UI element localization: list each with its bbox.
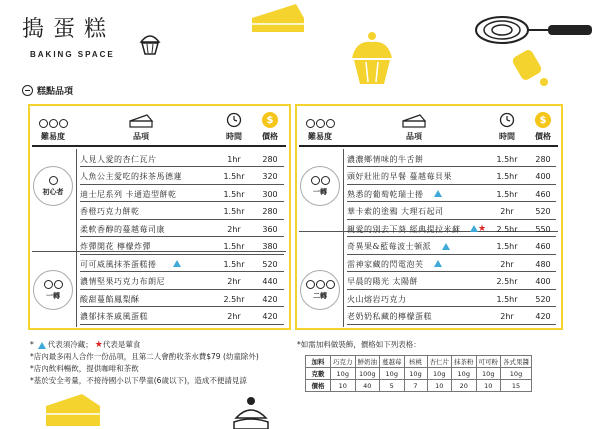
level-beginner: 初心者 — [33, 166, 73, 206]
menu-item-price: 520 — [535, 207, 551, 216]
menu-item-price: 280 — [262, 207, 278, 216]
cake-slice-icon — [248, 0, 308, 38]
menu-item-time: 1.5hr — [496, 172, 518, 181]
menu-item-price: 280 — [535, 154, 551, 164]
clock-icon — [499, 112, 515, 128]
menu-item-price: 400 — [535, 172, 551, 181]
menu-item-time: 2hr — [500, 207, 514, 216]
menu-item-name: 濃濃鄉情味的牛舌餅 — [347, 154, 424, 164]
section-title: 糕點品項 — [22, 84, 73, 97]
menu-item-price: 420 — [262, 294, 278, 304]
menu-item-name: 炸彈開花 檸檬炸彈 — [80, 242, 152, 251]
menu-item-time: 1.5hr — [496, 154, 518, 164]
rolling-pin-icon — [510, 44, 552, 90]
cold-storage-icon — [470, 225, 478, 232]
menu-item-name: 人魚公主愛吃的抹茶馬德蓮 — [80, 172, 182, 181]
menu-item-time: 2hr — [227, 224, 241, 234]
clock-icon — [226, 112, 242, 128]
menu-item-price: 460 — [535, 189, 551, 199]
menu-item-price: 420 — [535, 312, 551, 321]
coin-icon: $ — [535, 112, 551, 128]
extras-table — [305, 355, 532, 392]
menu-item-price: 520 — [535, 294, 551, 304]
note-legend: * 代表須冷藏； ★ 代表是葷食 — [30, 340, 141, 350]
note-drinks: *店內飲料暢飲，提供咖啡和茶飲 — [30, 364, 139, 373]
menu-item-time: 1.5hr — [223, 207, 245, 216]
menu-item-time: 2hr — [227, 312, 241, 321]
menu-item-time: 1.5hr — [223, 259, 245, 269]
header-price-right: $ 價格 — [525, 106, 561, 142]
non-vegetarian-star-icon: ★ — [94, 340, 103, 350]
extras-row-items: 加料 巧克力 鮮奶油 蔓越莓 核桃 杏仁片 抹茶粉 可可粉 各式果醬 — [306, 356, 532, 368]
menu-item-price: 380 — [262, 242, 278, 251]
menu-item-name: 親愛的別去下葵 經典提拉米蘇 — [347, 224, 461, 234]
menu-item-name: 香橙巧克力餅乾 — [80, 207, 140, 216]
header-level-right: 難易度 — [299, 106, 341, 142]
cold-storage-icon — [442, 243, 450, 250]
menu-item-name: 迪士尼系列 卡通造型餅乾 — [80, 189, 177, 199]
cold-storage-icon — [434, 190, 442, 197]
menu-item-price: 520 — [262, 259, 278, 269]
cake-header-icon — [129, 114, 153, 128]
cake-header-icon — [402, 114, 426, 128]
menu-item-time: 2.5hr — [496, 224, 518, 234]
menu-item-time: 1.5hr — [223, 172, 245, 181]
menu-item-name: 濃郁抹茶戚風蛋糕 — [80, 312, 148, 321]
menu-item-name: 老奶奶私藏的檸檬蛋糕 — [347, 312, 432, 321]
menu-item-time: 2hr — [227, 277, 241, 286]
cold-storage-icon — [434, 260, 442, 267]
menu-item-price: 480 — [535, 259, 551, 269]
menu-item-name: 濃情堅果巧克力布朗尼 — [80, 277, 165, 286]
menu-item-time: 2hr — [500, 259, 514, 269]
coin-icon: $ — [262, 112, 278, 128]
header-price: $ 價格 — [252, 106, 288, 142]
menu-item-name: 火山熔岩巧克力 — [347, 294, 407, 304]
menu-item-name: 早晨的陽光 太陽餅 — [347, 277, 419, 286]
menu-item-name: 可可威風抹茶蛋糕捲 — [80, 259, 157, 269]
menu-item-price: 300 — [262, 189, 278, 199]
menu-item-name: 奇異果&藍莓波士頓派 — [347, 242, 432, 251]
brand — [22, 18, 115, 59]
menu-item-name: 雷神家藏的閃電泡芙 — [347, 259, 424, 269]
brand-subtitle: BAKING SPACE — [30, 50, 115, 59]
level-one-right: 一轉 — [300, 166, 340, 206]
menu-item-time: 2hr — [500, 312, 514, 321]
header-time: 時間 — [216, 106, 252, 142]
menu-item-time: 1.5hr — [496, 294, 518, 304]
cold-storage-icon — [38, 342, 46, 349]
menu-item-name: 人見人愛的杏仁瓦片 — [80, 154, 157, 164]
extras — [297, 339, 532, 392]
header-level: 難易度 — [32, 106, 74, 142]
cupcake-icon — [138, 30, 162, 56]
menu-item-time: 2.5hr — [496, 277, 518, 286]
note-age-limit: *基於安全考量，不接待國小以下學童(6歲以下)，造成不便請見諒 — [30, 376, 247, 385]
menu-item-name: 華卡索的塗鴉 大理石起司 — [347, 207, 444, 216]
menu-item-time: 1.5hr — [223, 242, 245, 251]
menu-item-price: 550 — [535, 224, 551, 234]
menu-item-name: 酸甜蔓餡鳳梨酥 — [80, 294, 140, 304]
cold-storage-icon — [173, 260, 181, 267]
menu-item-name: 柔軟香醇的蔓越莓司康 — [80, 224, 165, 234]
menu-item-time: 2.5hr — [223, 294, 245, 304]
yellow-cupcake-icon — [348, 30, 396, 88]
level-two: 二轉 — [300, 270, 340, 310]
header-item-right: 品項 — [343, 106, 485, 142]
menu-item-name: 頭好壯壯的早餐 蔓越莓貝果 — [347, 172, 453, 181]
header-item: 品項 — [76, 106, 206, 142]
note-sharing: *店內最多兩人合作一份品項，且第二人會酌收茶水費$79 (幼童除外) — [30, 352, 259, 361]
notes — [30, 339, 300, 387]
extras-row-prices: 價格 10 40 5 7 10 20 10 15 — [306, 380, 532, 392]
menu-item-price: 360 — [262, 224, 278, 234]
collapse-icon — [22, 85, 33, 96]
menu-item-price: 440 — [262, 277, 278, 286]
cake-slice-bottom-icon — [42, 392, 106, 428]
menu-item-time: 1.5hr — [496, 189, 518, 199]
cake-with-cherry-icon — [232, 396, 270, 429]
menu-item-price: 420 — [262, 312, 278, 321]
brand-title: 搗蛋糕 — [22, 17, 116, 42]
menu-item-time: 1.5hr — [496, 242, 518, 251]
menu-item-name: 熟悉的葡萄乾瑞士捲 — [347, 189, 424, 199]
menu-item-price: 320 — [262, 172, 278, 181]
menu-item-price: 400 — [535, 277, 551, 286]
menu-panel-right — [295, 104, 563, 330]
extras-title: *如需加料做裝飾，價格如下列表格： — [297, 340, 421, 349]
menu-item-time: 1hr — [227, 154, 241, 164]
header-time-right: 時間 — [489, 106, 525, 142]
extras-row-grams: 克數 10g 100g 10g 10g 10g 10g 10g 10g — [306, 368, 532, 380]
menu-panel-left — [28, 104, 291, 330]
non-vegetarian-star-icon: ★ — [478, 224, 487, 234]
menu-item-price: 460 — [535, 242, 551, 251]
level-one: 一轉 — [33, 270, 73, 310]
menu-item-time: 1.5hr — [223, 189, 245, 199]
menu-item-price: 280 — [262, 154, 278, 164]
